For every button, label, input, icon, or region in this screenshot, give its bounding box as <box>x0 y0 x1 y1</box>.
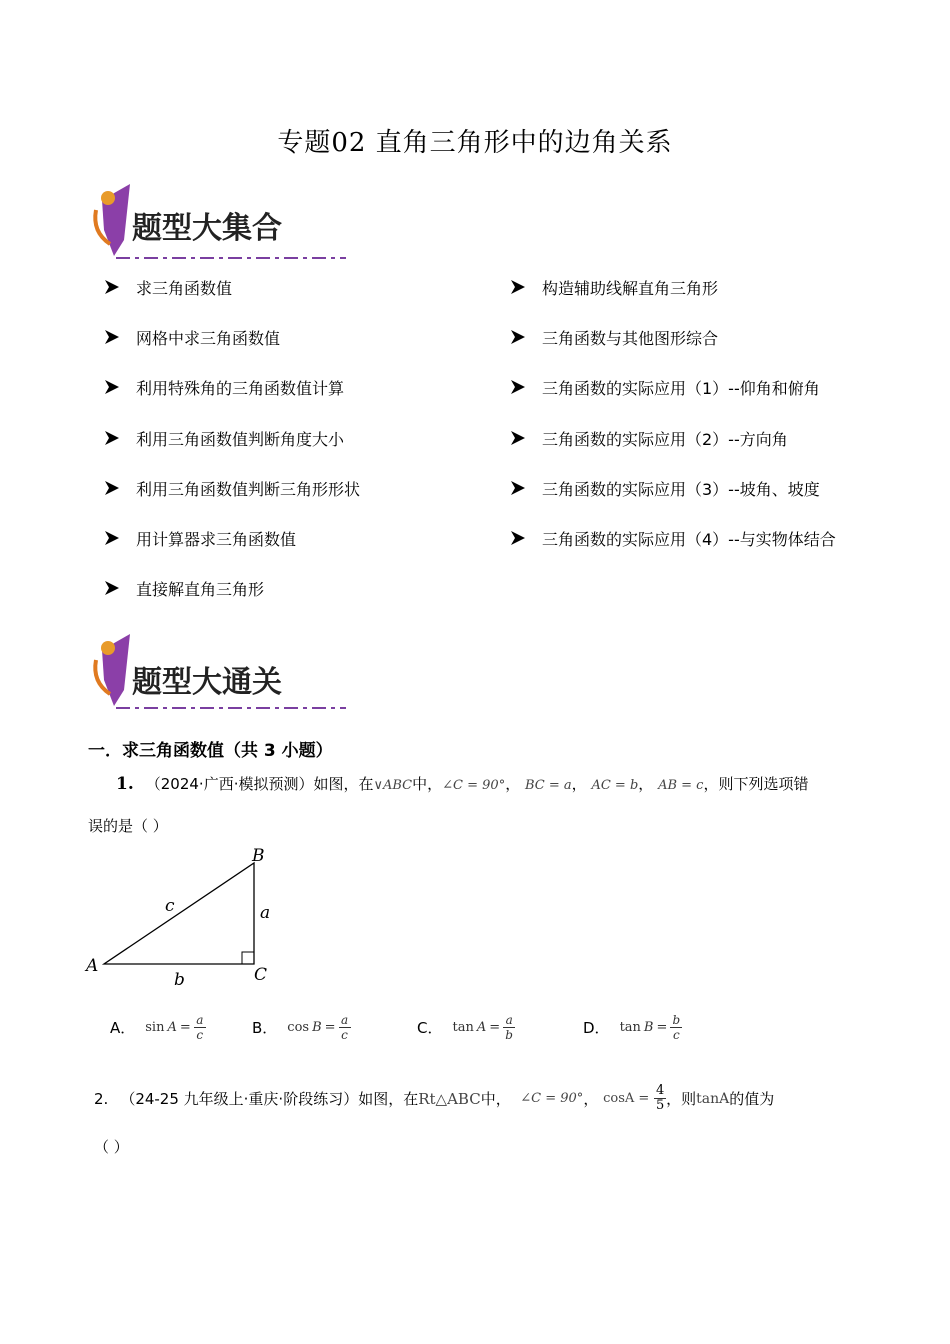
toc-right <box>510 276 836 577</box>
option-label: B． <box>252 1019 278 1037</box>
toc-item[interactable] <box>104 326 360 376</box>
math-expr: tanA <box>696 1090 730 1107</box>
question-source: （2024·广西·模拟预测） <box>145 775 314 793</box>
question-source: （24-25 九年级上·重庆·阶段练习） <box>120 1090 359 1108</box>
arrow-icon <box>104 477 136 500</box>
toc-item[interactable] <box>510 326 836 376</box>
option-d[interactable] <box>583 1014 682 1041</box>
numerator: b <box>672 1013 681 1027</box>
math-expr: ∨ABC <box>373 778 413 793</box>
toc-left <box>104 276 360 627</box>
question-2 <box>94 1085 774 1112</box>
banner-question-types <box>88 180 350 266</box>
toc-item[interactable] <box>104 427 360 477</box>
toc-label: 构造辅助线解直角三角形 <box>542 279 719 298</box>
math-expr: BC = a <box>525 778 572 793</box>
option-b[interactable] <box>252 1014 351 1041</box>
toc-label: 网格中求三角函数值 <box>136 329 281 349</box>
question-continuation: 误的是（ ） <box>88 817 168 835</box>
arrow-icon <box>510 427 542 450</box>
wizard-banner-icon <box>88 630 350 716</box>
arrow-icon <box>104 326 136 349</box>
question-number: 2. <box>94 1089 109 1108</box>
fn-var: B <box>643 1020 654 1035</box>
arrow-icon <box>104 527 136 550</box>
option-label: A． <box>110 1019 136 1037</box>
fn-var: A <box>476 1020 487 1035</box>
side-label-a: a <box>260 903 271 923</box>
option-formula: tan A = $\frac{a}{b}$ <box>452 1014 515 1041</box>
arrow-icon <box>104 276 136 299</box>
arrow-icon <box>510 276 542 299</box>
question-text: 中， <box>412 775 443 793</box>
banner-title-bottom: 题型大通关 <box>132 665 282 700</box>
arrow-icon <box>104 376 136 399</box>
denominator: b <box>505 1028 513 1042</box>
toc-label: 求三角函数值 <box>136 279 233 298</box>
math-expr: ∠C = 90° <box>442 778 506 793</box>
arrow-icon <box>104 577 136 600</box>
fn-name: tan <box>619 1020 641 1035</box>
toc-item[interactable] <box>510 477 836 527</box>
vertex-label-c: C <box>254 965 268 985</box>
toc-item[interactable] <box>104 577 360 627</box>
toc-label: 利用三角函数值判断三角形形状 <box>136 479 361 499</box>
toc-label: 三角函数的实际应用（4）--与实物体结合 <box>542 529 836 549</box>
toc-item[interactable] <box>104 276 360 326</box>
arrow-icon <box>104 427 136 450</box>
denominator: 5 <box>655 1098 665 1113</box>
question-text: 如图，在 <box>313 775 374 793</box>
question-text: ， <box>638 775 654 793</box>
question-text: ， <box>583 1090 599 1108</box>
fraction <box>670 1014 682 1041</box>
option-label: C． <box>417 1019 443 1037</box>
toc-label: 用计算器求三角函数值 <box>136 529 297 549</box>
fn-name: sin <box>145 1020 165 1035</box>
question-continuation: （ ） <box>94 1138 129 1156</box>
math-expr: AC = b <box>591 778 639 793</box>
fraction <box>194 1014 206 1041</box>
numerator: a <box>505 1013 513 1027</box>
math-expr: Rt△ABC <box>418 1089 481 1108</box>
side-label-b: b <box>174 970 185 990</box>
toc-label: 三角函数的实际应用（2）--方向角 <box>542 429 788 449</box>
toc-label: 三角函数的实际应用（3）--坡角、坡度 <box>542 479 820 499</box>
arrow-icon <box>510 376 542 399</box>
fn-var: B <box>312 1020 322 1035</box>
denominator: c <box>673 1028 680 1042</box>
denominator: c <box>341 1028 348 1042</box>
question-text: ， <box>571 775 587 793</box>
toc-item[interactable] <box>104 527 360 577</box>
option-formula: sin A = $\frac{a}{c}$ <box>145 1014 206 1041</box>
fn-name: cos <box>287 1020 310 1035</box>
math-expr: AB = c <box>658 778 704 793</box>
toc-item[interactable] <box>510 376 836 426</box>
fraction <box>503 1014 515 1041</box>
toc-item[interactable] <box>510 527 836 577</box>
question-1 <box>116 773 808 797</box>
page-title: 专题02 直角三角形中的边角关系 <box>277 128 673 158</box>
question-text: 中， <box>480 1090 511 1108</box>
wizard-banner-icon <box>88 180 350 266</box>
denominator: c <box>196 1028 204 1042</box>
toc-label: 利用三角函数值判断角度大小 <box>136 429 345 449</box>
option-label: D． <box>583 1019 610 1037</box>
banner-question-practice <box>88 630 350 716</box>
question-text: ，则下列选项错 <box>703 775 809 793</box>
question-text: ，则 <box>666 1090 697 1108</box>
arrow-icon <box>510 477 542 500</box>
fn-var: A <box>167 1020 177 1035</box>
side-label-c: c <box>165 896 175 916</box>
toc-item[interactable] <box>510 276 836 326</box>
option-c[interactable] <box>417 1014 515 1041</box>
option-formula: cos B = $\frac{a}{c}$ <box>287 1014 350 1041</box>
numerator: a <box>340 1013 349 1027</box>
toc-item[interactable] <box>104 376 360 426</box>
question-text: 如图，在 <box>358 1090 419 1108</box>
option-formula: tan B = $\frac{b}{c}$ <box>620 1014 683 1041</box>
option-a[interactable] <box>110 1014 206 1041</box>
triangle-figure <box>82 843 282 997</box>
vertex-label-b: B <box>252 846 265 866</box>
vertex-label-a: A <box>86 956 99 976</box>
toc-label: 利用特殊角的三角函数值计算 <box>136 379 345 399</box>
banner-title-top: 题型大集合 <box>132 211 282 246</box>
arrow-icon <box>510 527 542 550</box>
fn-name: tan <box>452 1020 474 1035</box>
math-expr: ∠C = 90° <box>520 1091 584 1106</box>
numerator: a <box>196 1013 204 1027</box>
toc-label: 三角函数的实际应用（1）--仰角和俯角 <box>542 379 820 399</box>
arrow-icon <box>510 326 542 349</box>
math-expr: cosA = <box>603 1091 650 1106</box>
question-number: 1. <box>116 774 134 794</box>
fraction <box>654 1085 666 1112</box>
question-text: ， <box>505 775 521 793</box>
toc-item[interactable] <box>104 477 360 527</box>
triangle-diagram <box>82 843 282 993</box>
toc-label: 三角函数与其他图形综合 <box>542 329 719 349</box>
section-heading: 一．求三角函数值（共 3 小题） <box>88 741 333 761</box>
question-text: 的值为 <box>729 1090 775 1108</box>
toc-item[interactable] <box>510 427 836 477</box>
toc-label: 直接解直角三角形 <box>136 580 265 600</box>
numerator: 4 <box>655 1083 665 1098</box>
fraction <box>339 1014 351 1041</box>
